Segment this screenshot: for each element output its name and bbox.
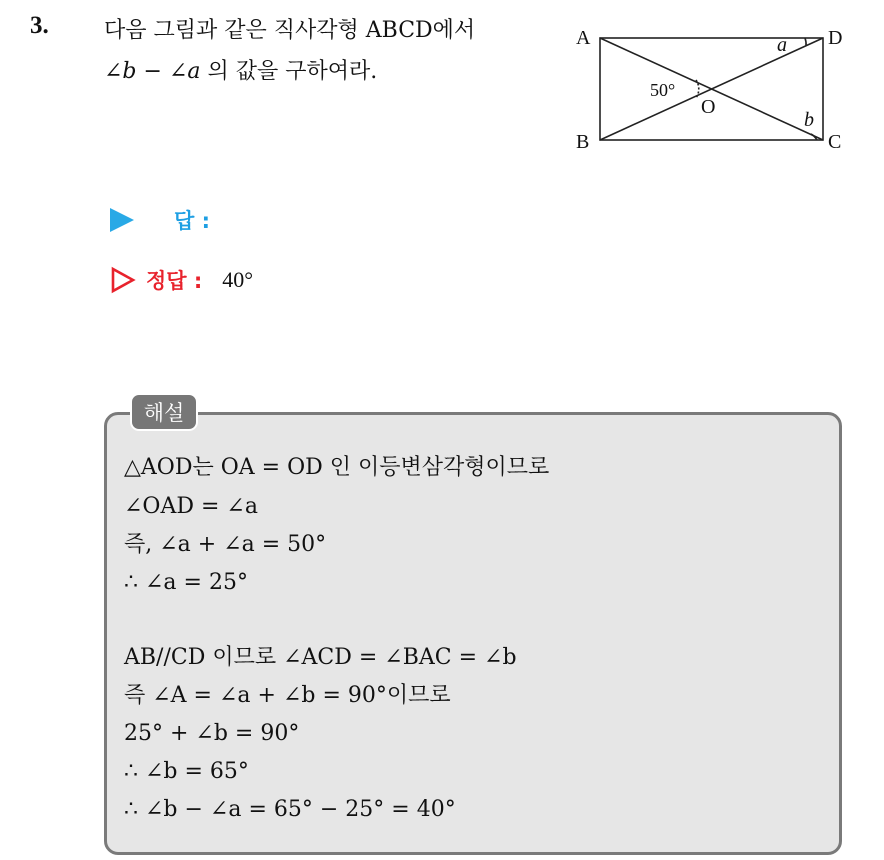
angle-50-label: 50° — [650, 80, 676, 100]
correct-answer-value: 40° — [222, 267, 254, 292]
explanation-line-3: 즉, ∠a + ∠a = 50° — [124, 532, 327, 557]
explanation-tag: 해설 — [130, 393, 198, 431]
correct-answer-row — [110, 265, 253, 295]
angle-b-label: b — [804, 109, 814, 131]
explanation-line-2: ∠OAD = ∠a — [124, 494, 258, 519]
explanation-line-1-text: △AOD는 OA = OD 인 이등변삼각형이므로 — [124, 455, 550, 480]
answer-row — [110, 205, 210, 235]
question-tail: 의 값을 구하여라. — [200, 59, 378, 84]
vertex-c-label: C — [828, 131, 842, 153]
answer-label: 답 : — [174, 209, 210, 233]
vertex-a-label: A — [576, 27, 591, 49]
explanation-line-5: AB//CD 이므로 ∠ACD = ∠BAC = ∠b — [124, 645, 517, 670]
minus-sign: − — [136, 59, 169, 84]
explanation-line-7: 25° + ∠b = 90° — [124, 721, 300, 746]
angle-a-label: a — [777, 34, 787, 56]
play-outline-icon — [110, 266, 136, 294]
play-icon — [110, 208, 134, 232]
correct-answer-label: 정답 : — [146, 269, 203, 293]
arc-angle-a — [805, 38, 806, 46]
vertex-d-label: D — [828, 27, 843, 49]
explanation-line-9: ∴ ∠b − ∠a = 65° − 25° = 40° — [124, 797, 456, 822]
explanation-line-1 — [124, 454, 549, 482]
center-o-label: O — [701, 96, 716, 118]
question-number: 3. — [30, 12, 49, 39]
question-text-line1: 다음 그림과 같은 직사각형 ABCD에서 — [104, 18, 476, 43]
explanation-line-6: 즉 ∠A = ∠a + ∠b = 90°이므로 — [124, 683, 451, 708]
vertex-b-label: B — [576, 131, 590, 153]
angle-a-text: ∠a — [168, 59, 201, 84]
angle-b-text: ∠b — [104, 59, 137, 84]
rectangle-figure — [570, 18, 856, 160]
explanation-line-4: ∴ ∠a = 25° — [124, 570, 248, 595]
explanation-line-8: ∴ ∠b = 65° — [124, 759, 249, 784]
question-text-line2 — [104, 54, 377, 85]
